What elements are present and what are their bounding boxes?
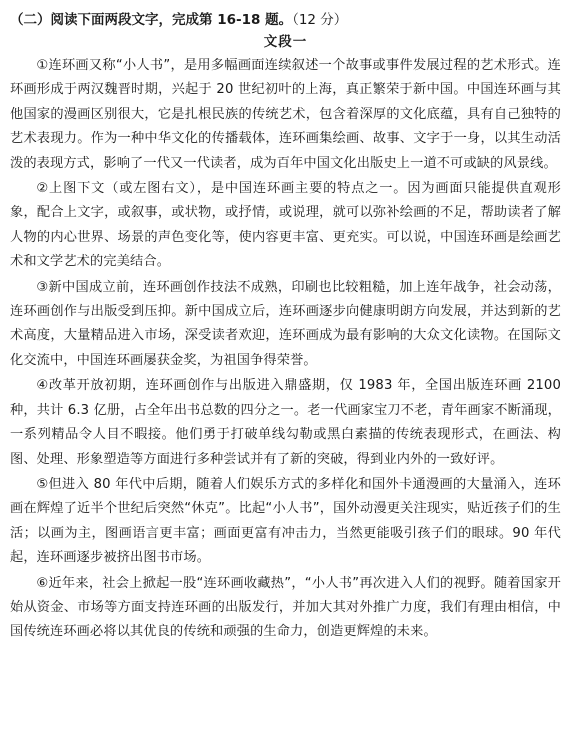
section-score: （12 分） — [292, 12, 348, 28]
paragraph-1: ①连环画又称“小人书”，是用多幅画面连续叙述一个故事或事件发展过程的艺术形式。连环画形成于两汉魏晋时期，兴起于 20 世纪初叶的上海，真正繁荣于新中国。中国连环画与其他国家的漫画区别很大，它是扎根民族的传统艺术，包含着深厚的文化底蕴，具有自己独特的艺术表现力。作为一种中华文化的传播载体，连环画集绘画、故事、文字于一身，以其生动活泼的表现方式，影响了一代又一代读者，成为百年中国文化出版史上一道不可或缺的风景线。 — [10, 58, 561, 171]
paragraph-4: ④改革开放初期，连环画创作与出版进入鼎盛期，仅 1983 年，全国出版连环画 2100 种，共计 6.3 亿册，占全年出书总数的四分之一。老一代画家宝刀不老，青年画家不断涌现，一系列精品令人目不暇接。他们勇于打破单线勾勒或黑白素描的传统表现形式，在画法、构图、处理、形象塑造等方面进行多种尝试并有了新的突破，得到业内外的一致好评。 — [10, 378, 561, 467]
paragraph-5: ⑤但进入 80 年代中后期，随着人们娱乐方式的多样化和国外卡通漫画的大量涌入，连环画在辉煌了近半个世纪后突然“休克”。比起“小人书”，国外动漫更关注现实，贴近孩子们的生活；以画为主，图画语言更丰富；画面更富有冲击力，当然更能吸引孩子们的眼球。90 年代起，连环画逐步被挤出图书市场。 — [10, 476, 561, 566]
paragraph-6: ⑥近年来，社会上掀起一股“连环画收藏热”，“小人书”再次进入人们的视野。随着国家开始从资金、市场等方面支持连环画的出版发行，并加大其对外推广力度，我们有理由相信，中国传统连环画必将以其优良的传统和顽强的生命力，创造更辉煌的未来。 — [10, 575, 561, 640]
paragraph-3: ③新中国成立前，连环画创作技法不成熟，印刷也比较粗糙，加上连年战争，社会动荡，连环画创作与出版受到压抑。新中国成立后，连环画逐步向健康明朗方向发展，并达到新的艺术高度，大量精品进入市场，深受读者欢迎，连环画成为最有影响的大众文化读物。在国际文化交流中，中国连环画屡获金奖，为祖国争得荣誉。 — [10, 279, 561, 368]
passage-title: 文段一 — [263, 34, 308, 50]
section-heading — [10, 10, 561, 30]
section-heading-text: （二）阅读下面两段文字，完成第 16-18 题。 — [10, 12, 293, 28]
paragraph-2: ②上图下文（或左图右文），是中国连环画主要的特点之一。因为画面只能提供直观形象，配合上文字，或叙事，或状物，或抒情，或说理，就可以弥补绘画的不足，帮助读者了解人物的内心世界、场景的声色变化等，使内容更丰富、更充实。可以说，中国连环画是绘画艺术和文学艺术的完美结合。 — [10, 181, 561, 270]
